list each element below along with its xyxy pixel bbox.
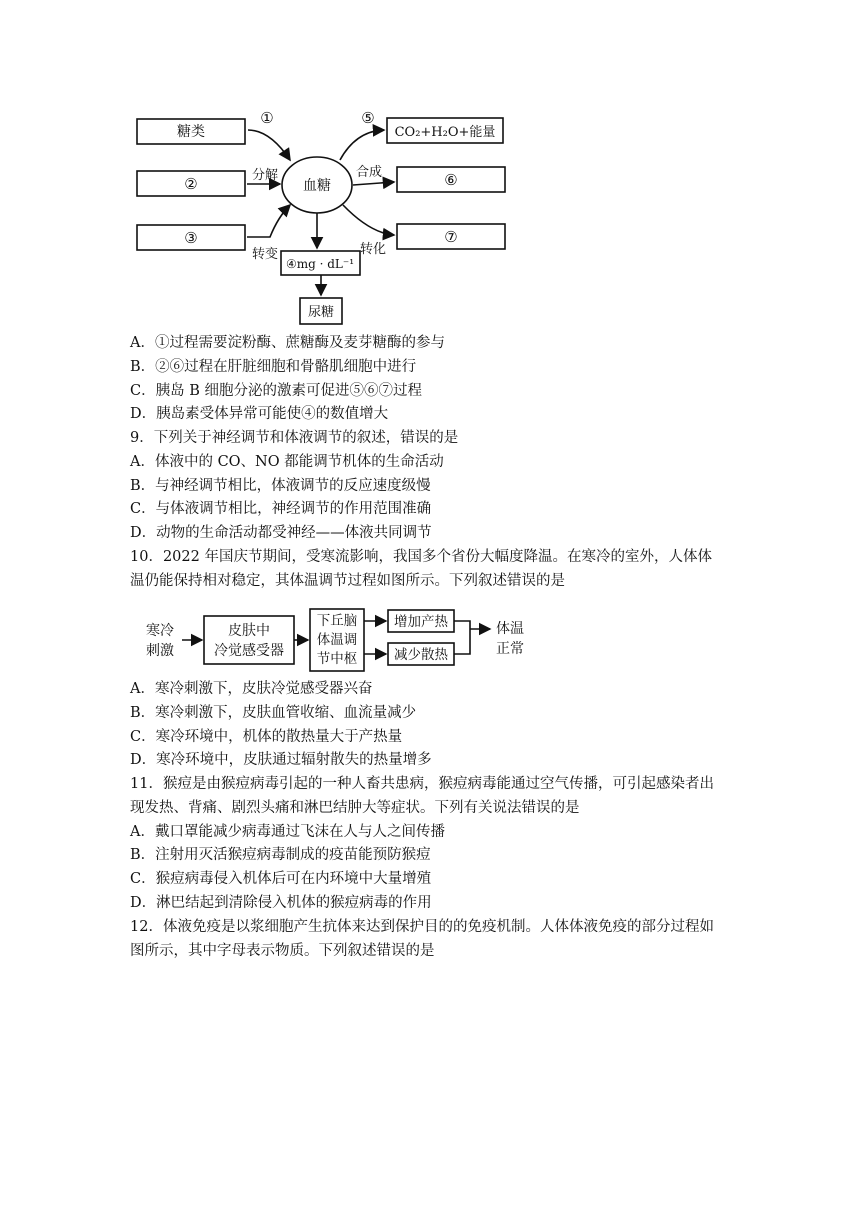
center-line-1: 下丘脑 — [316, 613, 358, 629]
question-12 — [130, 916, 740, 964]
circle-5-label: ⑤ — [361, 109, 375, 127]
q11-stem-line-1: 11．猴痘是由猴痘病毒引起的一种人畜共患病，猴痘病毒能通过空气传播，可引起感染者出 — [130, 776, 714, 792]
q10-option-d: D．寒冷环境中，皮肤通过辐射散失的热量增多 — [130, 752, 432, 769]
q8-option-d: D．胰岛素受体异常可能使④的数值增大 — [130, 406, 389, 423]
q11-option-a: A．戴口罩能减少病毒通过飞沫在人与人之间传播 — [130, 823, 445, 840]
circle-7-label: ⑦ — [444, 228, 458, 246]
blood-sugar-label: 血糖 — [303, 178, 331, 194]
cold-stimulus-line-1: 寒冷 — [146, 623, 174, 639]
question-10-stem — [130, 546, 740, 594]
q9-option-c: C．与体液调节相比，神经调节的作用范围准确 — [130, 501, 432, 518]
normal-temp-line-2: 正常 — [496, 641, 524, 657]
circle-3-label: ③ — [184, 229, 198, 247]
transform2-label: 转化 — [359, 242, 387, 257]
q9-stem: 9．下列关于神经调节和体液调节的叙述，错误的是 — [130, 430, 459, 446]
cold-stimulus-line-2: 刺激 — [146, 643, 174, 659]
decompose-label: 分解 — [251, 168, 279, 183]
question-11 — [130, 773, 740, 916]
heat-gain-label: 增加产热 — [394, 614, 448, 630]
q9-option-d: D．动物的生命活动都受神经——体液共同调节 — [130, 525, 432, 542]
q9-option-a: A．体液中的 CO、NO 都能调节机体的生命活动 — [130, 453, 444, 470]
q10-option-c: C．寒冷环境中，机体的散热量大于产热量 — [130, 728, 403, 745]
normal-temp-line-1: 体温 — [496, 621, 524, 637]
heat-loss-label: 减少散热 — [394, 647, 448, 663]
q9-option-b: B．与神经调节相比，体液调节的反应速度级慢 — [130, 477, 431, 494]
product-label: CO₂+H₂O+能量 — [394, 125, 496, 140]
synthesize-label: 合成 — [355, 165, 383, 180]
q10-stem-line-2: 温仍能保持相对稳定，其体温调节过程如图所示。下列叙述错误的是 — [130, 572, 565, 589]
q11-stem-line-2: 现发热、背痛、剧烈头痛和淋巴结肿大等症状。下列有关说法错误的是 — [130, 799, 580, 816]
q10-option-a: A．寒冷刺激下，皮肤冷觉感受器兴奋 — [130, 681, 373, 697]
sugars-label: 糖类 — [177, 124, 205, 140]
q8-option-b: B．②⑥过程在肝脏细胞和骨骼肌细胞中进行 — [130, 358, 417, 375]
receptor-line-2: 冷觉感受器 — [214, 643, 284, 659]
circle-1-label: ① — [260, 109, 274, 127]
q12-stem-line-2: 图所示，其中字母表示物质。下列叙述错误的是 — [130, 942, 435, 959]
question-8-options — [130, 332, 740, 427]
blood-sugar-diagram — [130, 105, 530, 330]
center-line-3: 节中枢 — [316, 651, 358, 667]
level-label: ④mg · dL⁻¹ — [285, 257, 355, 271]
center-line-2: 体温调 — [316, 632, 358, 648]
q10-stem-line-1: 10．2022 年国庆节期间，受寒流影响，我国多个省份大幅度降温。在寒冷的室外，人体体 — [130, 549, 712, 565]
q8-option-c: C．胰岛 B 细胞分泌的激素可促进⑤⑥⑦过程 — [130, 382, 422, 399]
q11-option-c: C．猴痘病毒侵入机体后可在内环境中大量增殖 — [130, 871, 432, 888]
question-10-options — [130, 678, 740, 773]
question-9 — [130, 427, 740, 546]
thermoregulation-diagram — [140, 605, 540, 675]
q8-option-a: A．①过程需要淀粉酶、蔗糖酶及麦芽糖酶的参与 — [130, 335, 445, 351]
q11-option-d: D．淋巴结起到清除侵入机体的猴痘病毒的作用 — [130, 894, 432, 911]
circle-2-label: ② — [184, 175, 198, 193]
q11-option-b: B．注射用灭活猴痘病毒制成的疫苗能预防猴痘 — [130, 847, 431, 864]
receptor-line-1: 皮肤中 — [228, 623, 270, 639]
transform1-label: 转变 — [251, 247, 279, 262]
q10-option-b: B．寒冷刺激下，皮肤血管收缩、血流量减少 — [130, 704, 417, 721]
circle-6-label: ⑥ — [444, 171, 458, 189]
urine-sugar-label: 尿糖 — [307, 305, 335, 320]
q12-stem-line-1: 12．体液免疫是以浆细胞产生抗体来达到保护目的的免疫机制。人体体液免疫的部分过程如 — [130, 919, 714, 935]
